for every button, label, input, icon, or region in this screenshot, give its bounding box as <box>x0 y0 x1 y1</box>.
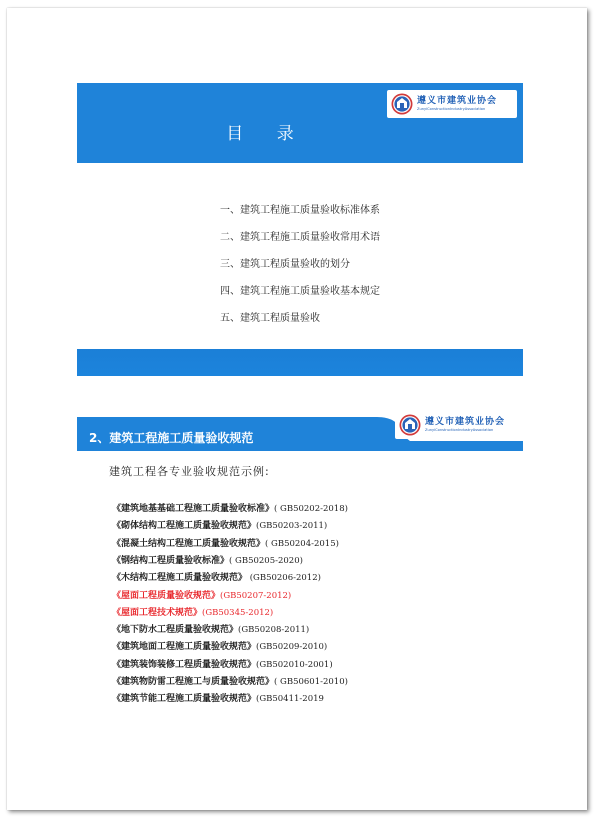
slide-title: 2、建筑工程施工质量验收规范 <box>89 431 254 445</box>
spec-name: 《屋面工程技术规范》 <box>112 607 203 618</box>
spec-code: ( GB50202-2018) <box>274 504 348 514</box>
toc-item: 三、建筑工程质量验收的划分 <box>220 259 350 270</box>
spec-item <box>112 657 333 670</box>
spec-name: 《木结构工程施工质量验收规范》 <box>112 573 248 584</box>
spec-code: (GB50207-2012) <box>220 590 292 601</box>
association-logo <box>387 90 517 118</box>
toc-item: 四、建筑工程施工质量验收基本规定 <box>220 286 380 297</box>
spec-code: (GB50208-2011) <box>238 625 310 636</box>
spec-name: 《建筑物防雷工程施工与质量验收规范》 <box>112 677 275 687</box>
spec-item <box>112 639 327 652</box>
spec-item <box>112 588 291 601</box>
spec-code: (GB50206-2012) <box>247 573 321 584</box>
spec-code: (GB50209-2010) <box>256 642 328 653</box>
spec-item <box>112 518 327 531</box>
spec-code: (GB50411-2019 <box>256 694 324 705</box>
logo-name-en: ZunyiConstructionIndustryAssociation <box>417 106 486 111</box>
spec-name: 《建筑节能工程施工质量验收规范》 <box>112 694 257 705</box>
slide-table-of-contents <box>77 83 523 376</box>
spec-item <box>112 536 339 549</box>
logo-name-cn: 遵义市建筑业协会 <box>417 95 498 106</box>
spec-item <box>112 570 321 583</box>
toc-item: 一、建筑工程施工质量验收标准体系 <box>220 205 380 216</box>
slide-title: 目 录 <box>226 124 308 144</box>
toc-item: 二、建筑工程施工质量验收常用术语 <box>220 232 380 243</box>
spec-name: 《建筑地基基础工程施工质量验收标准》 <box>112 504 275 514</box>
spec-code: (GB50203-2011) <box>256 521 328 532</box>
spec-name: 《地下防水工程质量验收规范》 <box>112 625 239 636</box>
spec-item <box>112 605 273 618</box>
spec-code: ( GB50204-2015) <box>265 538 339 549</box>
association-emblem-icon <box>391 93 413 115</box>
association-logo <box>395 411 523 439</box>
logo-name-cn: 遵义市建筑业协会 <box>425 416 506 427</box>
spec-name: 《建筑地面工程施工质量验收规范》 <box>112 642 257 653</box>
slide-subtitle: 建筑工程各专业验收规范示例: <box>109 465 270 478</box>
spec-item <box>112 501 348 514</box>
spec-code: (GB502010-2001) <box>256 659 333 670</box>
spec-code: ( GB50205-2020) <box>229 555 303 566</box>
spec-item <box>112 622 309 635</box>
spec-name: 《建筑装饰装修工程质量验收规范》 <box>112 659 257 670</box>
spec-code: (GB50345-2012) <box>202 607 274 618</box>
association-emblem-icon <box>399 414 421 436</box>
spec-code: ( GB50601-2010) <box>274 677 348 687</box>
spec-name: 《钢结构工程质量验收标准》 <box>112 555 230 566</box>
spec-item <box>112 691 324 704</box>
spec-item <box>112 674 348 687</box>
spec-item <box>112 553 303 566</box>
spec-name: 《混凝土结构工程施工质量验收规范》 <box>112 538 266 549</box>
slide-specifications <box>77 409 523 739</box>
toc-item: 五、建筑工程质量验收 <box>220 313 320 324</box>
logo-name-en: ZunyiConstructionIndustryAssociation <box>425 427 494 432</box>
spec-name: 《砌体结构工程施工质量验收规范》 <box>112 521 257 532</box>
slide-footer-bar <box>77 349 523 376</box>
spec-name: 《屋面工程质量验收规范》 <box>112 590 221 601</box>
